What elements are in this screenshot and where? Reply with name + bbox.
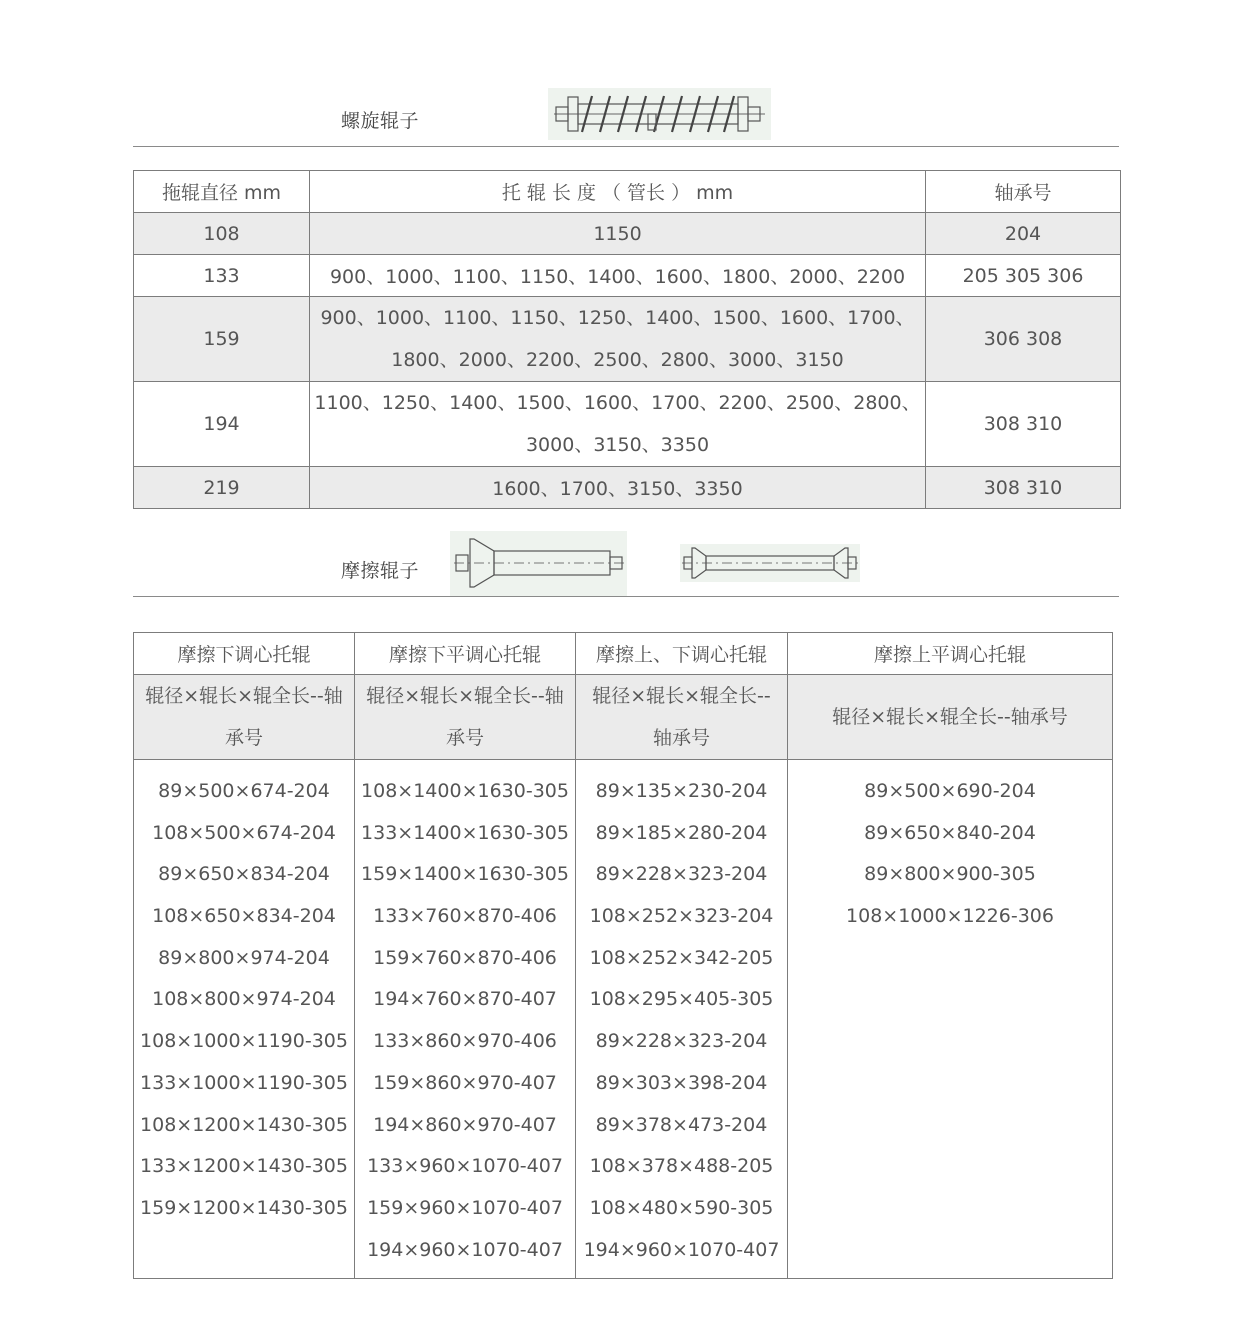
table-row [134,760,1113,1279]
list-item: 159×1200×1430-305 [140,1196,348,1219]
list-item: 108×1200×1430-305 [140,1113,348,1136]
list-item: 89×650×840-204 [864,821,1036,844]
list-item: 89×378×473-204 [595,1113,768,1136]
list-item: 89×228×323-204 [595,863,768,886]
cell-diameter: 159 [134,297,310,382]
lengths-line: 1600、1700、3150、3350 [492,478,743,500]
table-header-row [134,633,1113,675]
list-item: 108×650×834-204 [152,905,336,928]
spiral-roller-image [548,88,771,140]
column-header-length: 托 辊 长 度 （ 管长 ） mm [310,171,926,213]
list-item: 133×860×970-406 [373,1030,557,1053]
list-item: 108×1000×1226-306 [846,905,1054,928]
list-item: 159×960×1070-407 [367,1196,563,1219]
cell-lengths [310,467,926,509]
list-item: 194×960×1070-407 [367,1238,563,1261]
subheader-format [355,675,576,760]
list-item: 89×185×280-204 [595,821,768,844]
cell-bearing: 308 310 [926,467,1121,509]
list-item: 194×860×970-407 [373,1113,557,1136]
friction-section-divider [133,596,1119,597]
list-item: 89×800×974-204 [158,946,330,969]
table-row [134,467,1121,509]
cell-diameter: 133 [134,255,310,297]
list-item: 133×1200×1430-305 [140,1155,348,1178]
column-header-diameter: 拖辊直径 mm [134,171,310,213]
list-item: 89×500×674-204 [158,780,330,802]
friction-roller-image [450,531,627,596]
list-item: 159×1400×1630-305 [361,863,569,886]
subheader-line: 承号 [224,727,263,749]
cell-bearing: 205 305 306 [926,255,1121,297]
lengths-line: 3000、3150、3350 [525,434,710,456]
list-item: 108×252×323-204 [589,905,774,928]
list-item: 194×960×1070-407 [583,1238,780,1261]
lengths-line: 1800、2000、2200、2500、2800、3000、3150 [391,349,844,371]
column-header-bearing: 轴承号 [926,171,1121,213]
table-subheader-row [134,675,1113,760]
cell-lengths [310,297,926,382]
list-item: 133×1400×1630-305 [361,821,569,844]
list-item: 89×228×323-204 [595,1030,768,1053]
list-item: 108×800×974-204 [152,988,336,1011]
subheader-format [134,675,355,760]
list-item: 89×303×398-204 [595,1071,768,1094]
lengths-line: 1100、1250、1400、1500、1600、1700、2200、2500、2800、 [314,392,921,414]
cell-bearing: 204 [926,213,1121,255]
list-item: 89×800×900-305 [864,863,1036,886]
list-item: 133×960×1070-407 [367,1155,563,1178]
list-item: 89×500×690-204 [864,780,1036,802]
spiral-section-divider [133,146,1119,147]
list-item: 108×378×488-205 [589,1155,774,1178]
list-item: 108×500×674-204 [152,821,336,844]
spec-list-friction-lower-flat [355,760,576,1279]
spiral-roller-spec-table [133,170,1121,509]
subheader-line: 辊径×辊长×辊全长--轴承号 [832,706,1068,728]
list-item: 194×760×870-407 [373,988,557,1011]
table-row [134,255,1121,297]
column-header-friction-lower-flat: 摩擦下平调心托辊 [355,633,576,675]
subheader-line: 承号 [445,727,484,749]
list-item: 133×1000×1190-305 [140,1071,348,1094]
cell-diameter: 108 [134,213,310,255]
list-item: 108×295×405-305 [589,988,774,1011]
list-item: 108×480×590-305 [589,1196,774,1219]
cell-lengths [310,255,926,297]
cell-lengths [310,382,926,467]
cell-bearing: 306 308 [926,297,1121,382]
subheader-line: 辊径×辊长×辊全长--轴 [145,685,343,707]
list-item: 108×1400×1630-305 [361,780,569,802]
subheader-line: 轴承号 [652,727,710,749]
friction-roller-title: 摩擦辊子 [341,560,420,582]
table-row [134,213,1121,255]
column-header-friction-upper-flat: 摩擦上平调心托辊 [788,633,1113,675]
subheader-line: 辊径×辊长×辊全长-- [592,685,771,707]
cell-lengths [310,213,926,255]
cell-diameter: 219 [134,467,310,509]
spec-list-friction-upper-lower [576,760,788,1279]
list-item: 133×760×870-406 [373,905,557,928]
subheader-line: 辊径×辊长×辊全长--轴 [366,685,564,707]
list-item: 89×135×230-204 [595,780,768,802]
table-row [134,382,1121,467]
column-header-friction-lower: 摩擦下调心托辊 [134,633,355,675]
subheader-format [576,675,788,760]
lengths-line: 900、1000、1100、1150、1400、1600、1800、2000、2200 [329,266,906,288]
spec-list-friction-lower [134,760,355,1279]
cell-bearing: 308 310 [926,382,1121,467]
table-header-row [134,171,1121,213]
column-header-friction-upper-lower: 摩擦上、下调心托辊 [576,633,788,675]
table-row [134,297,1121,382]
lengths-line: 1150 [593,222,642,245]
list-item: 159×860×970-407 [373,1071,557,1094]
subheader-format [788,675,1113,760]
list-item: 108×1000×1190-305 [140,1030,348,1053]
lengths-line: 900、1000、1100、1150、1250、1400、1500、1600、1700、 [320,307,915,329]
list-item: 159×760×870-406 [373,946,557,969]
spiral-roller-title: 螺旋辊子 [341,110,420,132]
cell-diameter: 194 [134,382,310,467]
spec-list-friction-upper-flat [788,760,1113,1279]
list-item: 89×650×834-204 [158,863,330,886]
list-item: 108×252×342-205 [589,946,774,969]
friction-roller-double-image [680,544,860,582]
friction-roller-spec-table [133,632,1113,1279]
